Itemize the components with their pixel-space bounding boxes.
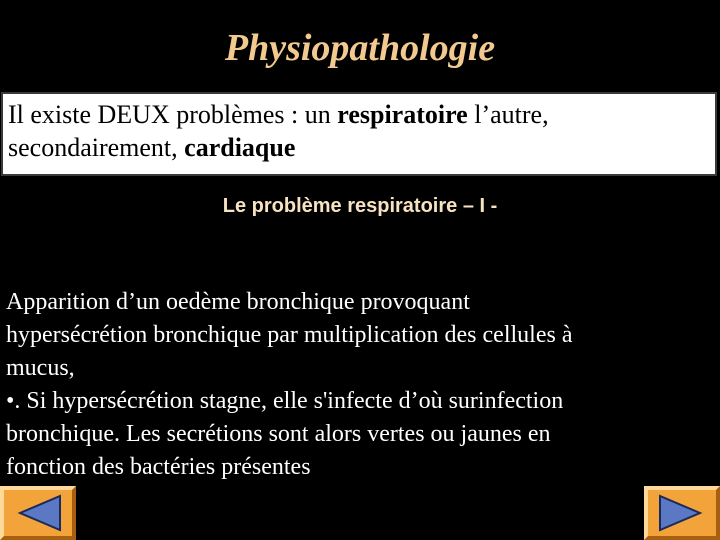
body-paragraph — [6, 286, 716, 484]
intro-emphasis-respiratoire: respiratoire — [337, 100, 468, 129]
intro-text: Il existe DEUX problèmes : un — [8, 100, 338, 129]
next-slide-button[interactable] — [644, 486, 720, 540]
body-line: mucus, — [6, 355, 75, 381]
intro-line-1 — [8, 98, 715, 131]
intro-text: l’autre, — [467, 100, 549, 129]
triangle-right-icon — [648, 490, 716, 536]
intro-line-2 — [8, 131, 715, 164]
intro-box — [1, 92, 717, 176]
intro-emphasis-cardiaque: cardiaque — [184, 133, 296, 162]
slide-title: Physiopathologie — [224, 27, 496, 69]
previous-slide-button[interactable] — [0, 486, 76, 540]
body-line: •. Si hypersécrétion stagne, elle s'infecte d’où surinfection — [6, 388, 564, 414]
triangle-left-icon — [4, 490, 72, 536]
intro-text: secondairement, — [8, 133, 185, 162]
section-subtitle: Le problème respiratoire – I - — [222, 195, 498, 217]
body-line: hypersécrétion bronchique par multiplication des cellules à — [6, 322, 573, 348]
body-line: bronchique. Les secrétions sont alors vertes ou jaunes en — [6, 421, 551, 447]
body-line: Apparition d’un oedème bronchique provoquant — [6, 289, 470, 315]
body-line: fonction des bactéries présentes — [6, 454, 311, 480]
